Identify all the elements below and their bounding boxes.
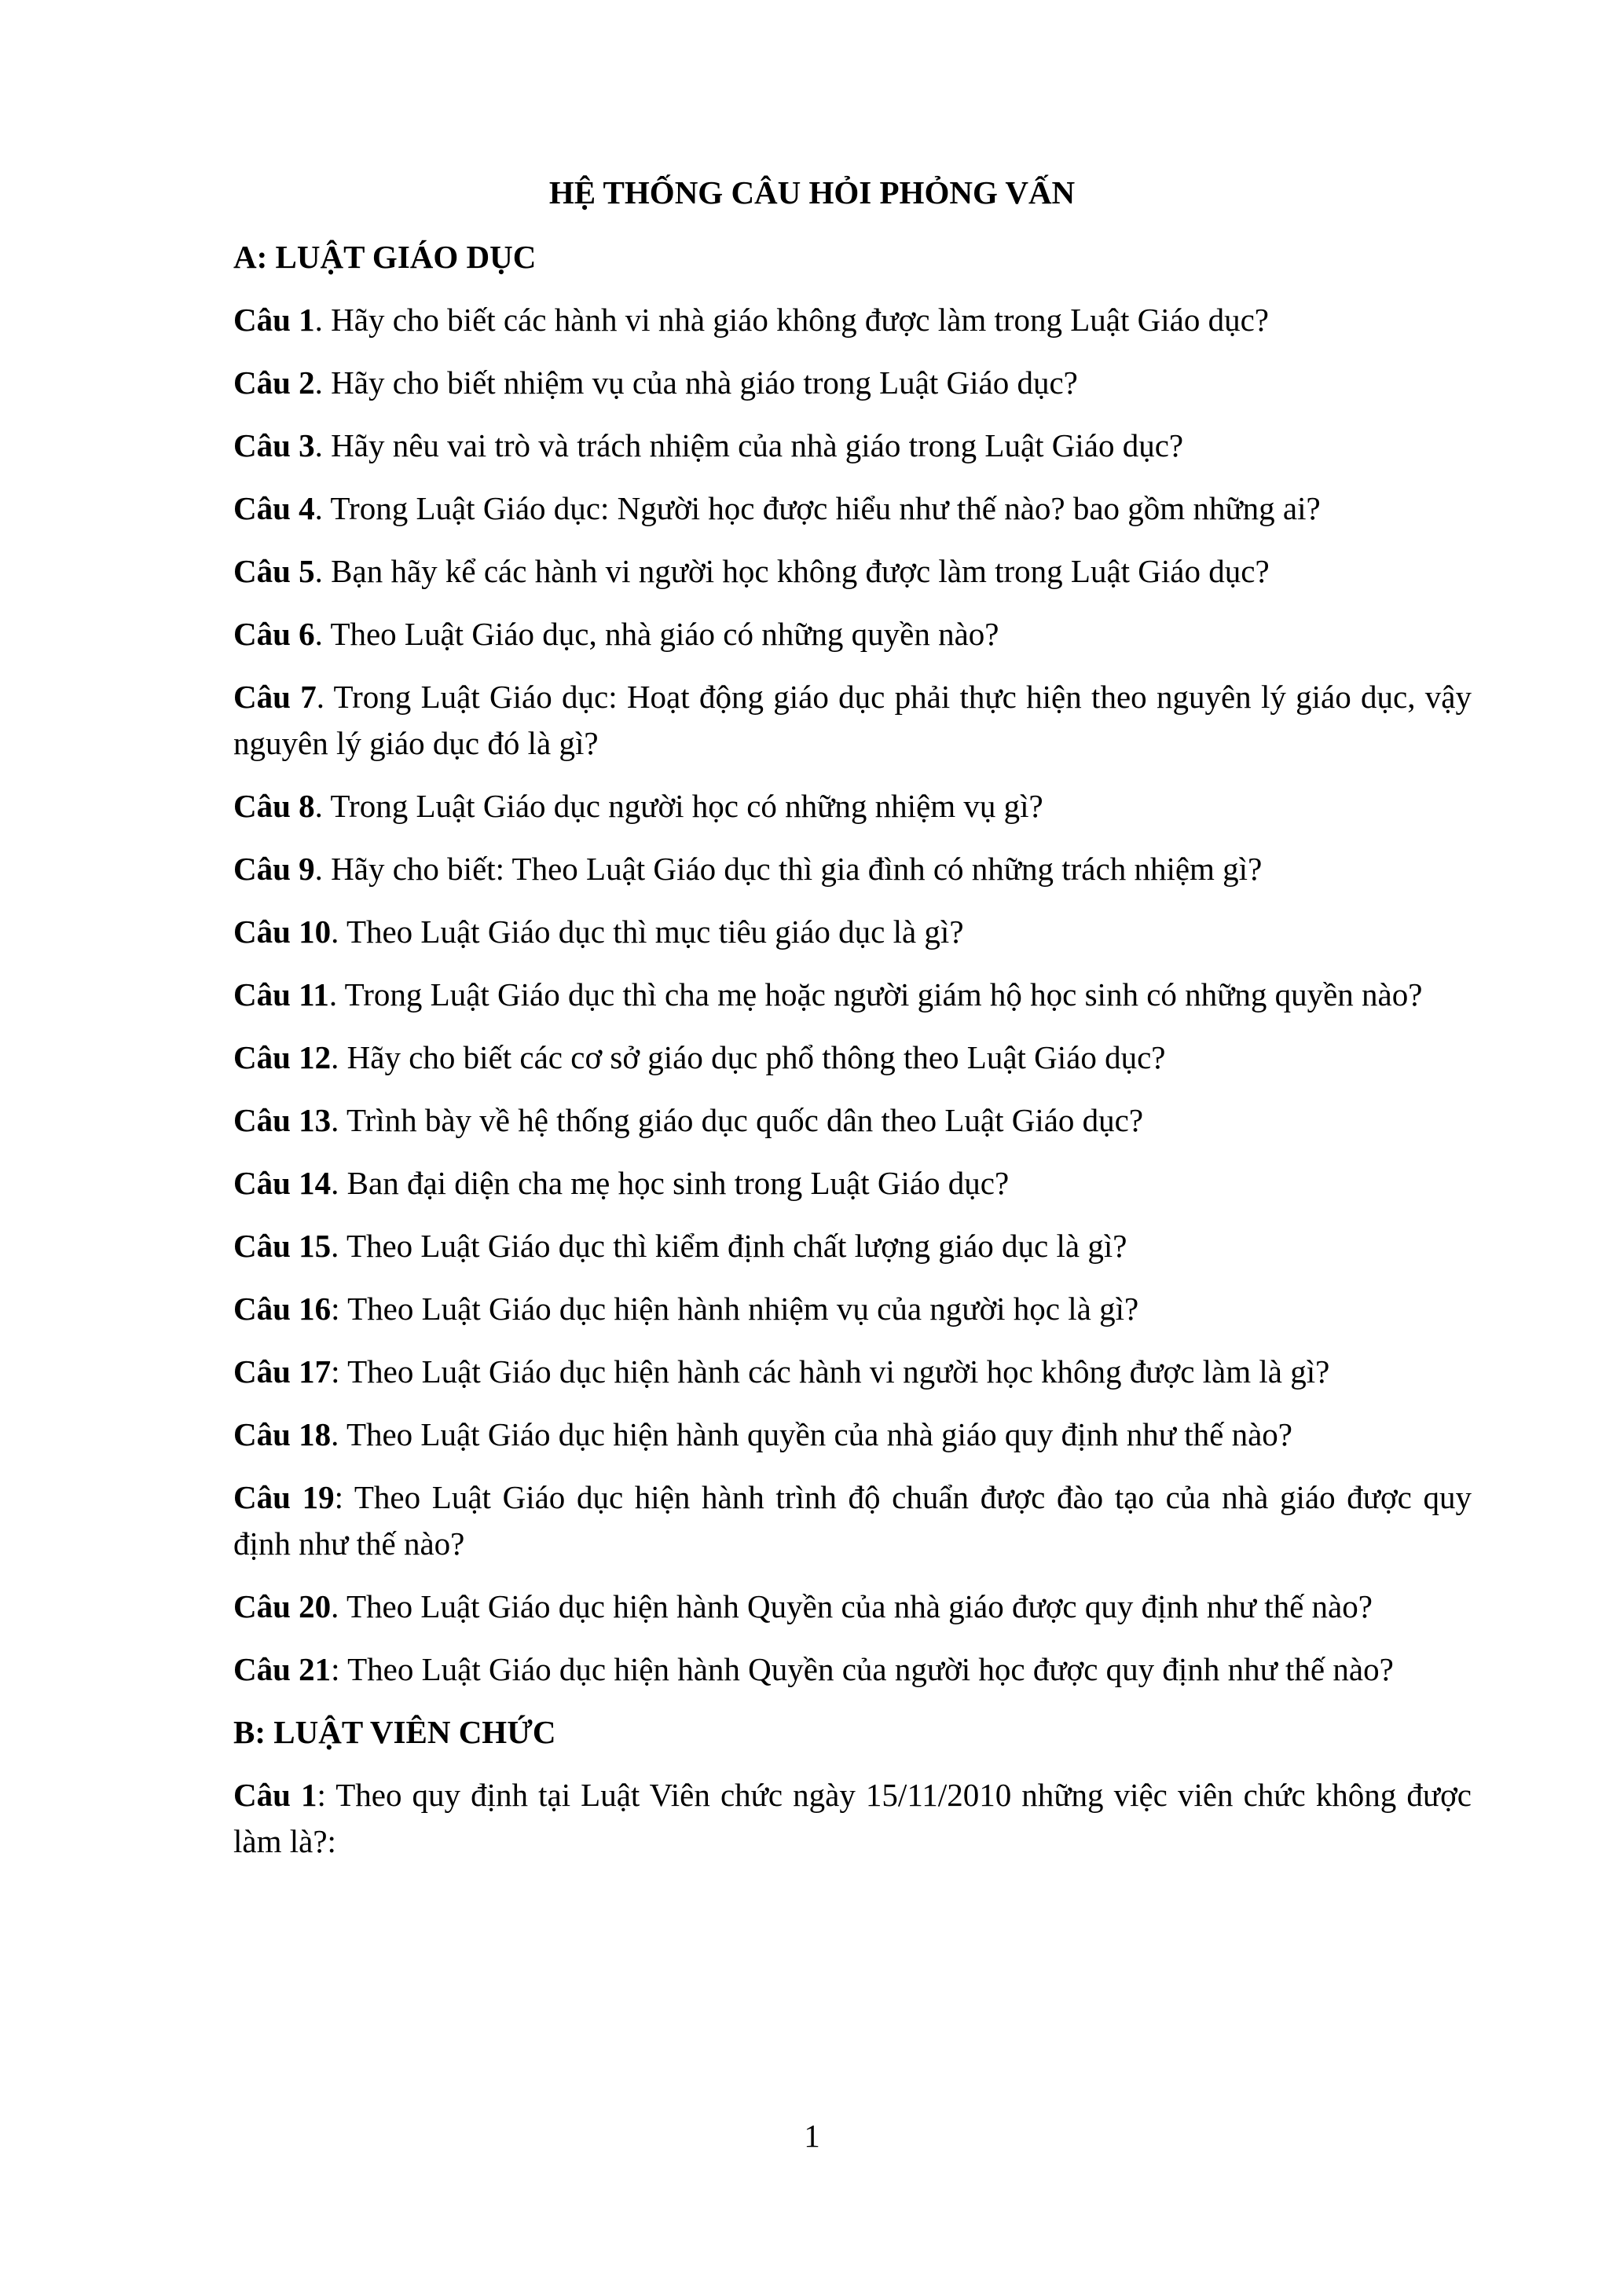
question-separator: . (314, 788, 331, 824)
question-separator: . (331, 914, 346, 950)
question-item (233, 423, 1472, 469)
question-separator: : (334, 1479, 354, 1515)
question-text: Trong Luật Giáo dục: Hoạt động giáo dục phải thực hiện theo nguyên lý giáo dục, vậy nguyên lý giáo dục đó là gì? (233, 679, 1472, 761)
question-separator: . (316, 679, 334, 715)
question-item (233, 1772, 1472, 1865)
question-item (233, 297, 1472, 343)
question-label: Câu 14 (233, 1165, 332, 1201)
question-label: Câu 9 (233, 851, 315, 887)
question-label: Câu 20 (233, 1588, 332, 1624)
question-separator: . (314, 302, 332, 338)
question-text: Ban đại diện cha mẹ học sinh trong Luật Giáo dục? (346, 1165, 1010, 1201)
question-text: Theo Luật Giáo dục hiện hành Quyền của nhà giáo được quy định như thế nào? (346, 1588, 1373, 1624)
question-item (233, 1160, 1472, 1207)
question-item (233, 485, 1472, 532)
question-label: Câu 6 (233, 616, 315, 652)
question-text: Theo Luật Giáo dục hiện hành các hành vi người học không được làm là gì? (347, 1353, 1330, 1390)
question-text: Hãy cho biết: Theo Luật Giáo dục thì gia đình có những trách nhiệm gì? (331, 851, 1263, 887)
question-item (233, 846, 1472, 892)
question-text: Theo Luật Giáo dục thì kiểm định chất lượng giáo dục là gì? (346, 1228, 1127, 1264)
question-item (233, 909, 1472, 955)
section-heading: B: LUẬT VIÊN CHỨC (233, 1714, 556, 1750)
question-item (233, 1223, 1472, 1269)
question-text: Hãy cho biết các hành vi nhà giáo không được làm trong Luật Giáo dục? (331, 302, 1269, 338)
question-item (233, 1286, 1472, 1332)
question-item (233, 1412, 1472, 1458)
question-label: Câu 1 (233, 302, 315, 338)
question-separator: : (331, 1353, 348, 1390)
question-item (233, 674, 1472, 767)
question-text: Trình bày về hệ thống giáo dục quốc dân theo Luật Giáo dục? (346, 1102, 1144, 1138)
question-item (233, 611, 1472, 657)
question-item (233, 1349, 1472, 1395)
document-title: HỆ THỐNG CÂU HỎI PHỎNG VẤN (548, 174, 1076, 211)
question-label: Câu 10 (233, 914, 332, 950)
question-label: Câu 15 (233, 1228, 332, 1264)
question-text: Theo Luật Giáo dục thì mục tiêu giáo dục là gì? (346, 914, 964, 950)
question-item (233, 1474, 1472, 1567)
question-text: Theo Luật Giáo dục, nhà giáo có những quyền nào? (330, 616, 999, 652)
question-separator: . (314, 851, 332, 887)
question-item (233, 972, 1472, 1018)
question-text: Theo quy định tại Luật Viên chức ngày 15/11/2010 những việc viên chức không được làm là?: (233, 1777, 1472, 1859)
page-number: 1 (804, 2118, 820, 2154)
question-label: Câu 11 (233, 976, 329, 1013)
question-separator: : (317, 1777, 336, 1813)
question-text: Hãy nêu vai trò và trách nhiệm của nhà giáo trong Luật Giáo dục? (331, 427, 1184, 463)
question-separator: . (314, 553, 332, 589)
question-separator: . (314, 427, 332, 463)
question-separator: : (331, 1651, 348, 1687)
question-label: Câu 1 (233, 1777, 317, 1813)
section-b (233, 1709, 1472, 1865)
question-separator: . (328, 976, 345, 1013)
question-item (233, 1034, 1472, 1081)
question-item (233, 1584, 1472, 1630)
question-label: Câu 8 (233, 788, 315, 824)
question-text: Theo Luật Giáo dục hiện hành quyền của nhà giáo quy định như thế nào? (346, 1416, 1292, 1452)
question-text: Trong Luật Giáo dục: Người học được hiểu như thế nào? bao gồm những ai? (330, 490, 1321, 526)
question-separator: . (331, 1165, 347, 1201)
question-separator: . (331, 1039, 347, 1075)
question-label: Câu 2 (233, 364, 315, 401)
question-text: Bạn hãy kể các hành vi người học không được làm trong Luật Giáo dục? (331, 553, 1270, 589)
question-item (233, 1097, 1472, 1144)
question-label: Câu 19 (233, 1479, 335, 1515)
question-text: Hãy cho biết nhiệm vụ của nhà giáo trong Luật Giáo dục? (331, 364, 1078, 401)
question-separator: . (331, 1228, 346, 1264)
question-separator: . (331, 1416, 346, 1452)
question-text: Trong Luật Giáo dục người học có những nhiệm vụ gì? (330, 788, 1043, 824)
question-separator: . (331, 1102, 346, 1138)
question-label: Câu 21 (233, 1651, 332, 1687)
section-heading: A: LUẬT GIÁO DỤC (233, 239, 537, 275)
question-list (233, 297, 1472, 1693)
question-text: Theo Luật Giáo dục hiện hành Quyền của người học được quy định như thế nào? (347, 1651, 1394, 1687)
question-separator: : (331, 1291, 348, 1327)
question-label: Câu 17 (233, 1353, 332, 1390)
question-item (233, 783, 1472, 829)
question-label: Câu 13 (233, 1102, 332, 1138)
question-item (233, 548, 1472, 595)
question-separator: . (331, 1588, 346, 1624)
question-separator: . (314, 616, 331, 652)
question-text: Theo Luật Giáo dục hiện hành nhiệm vụ của người học là gì? (347, 1291, 1139, 1327)
question-item (233, 360, 1472, 406)
question-label: Câu 16 (233, 1291, 332, 1327)
question-label: Câu 5 (233, 553, 315, 589)
section-a (233, 234, 1472, 1693)
question-separator: . (314, 490, 331, 526)
question-text: Hãy cho biết các cơ sở giáo dục phổ thông theo Luật Giáo dục? (346, 1039, 1166, 1075)
question-separator: . (314, 364, 332, 401)
question-list (233, 1772, 1472, 1865)
question-text: Theo Luật Giáo dục hiện hành trình độ chuẩn được đào tạo của nhà giáo được quy định như thế nào? (233, 1479, 1472, 1562)
question-label: Câu 4 (233, 490, 315, 526)
question-label: Câu 18 (233, 1416, 332, 1452)
document-body (233, 234, 1472, 1881)
question-item (233, 1646, 1472, 1693)
question-label: Câu 7 (233, 679, 317, 715)
question-label: Câu 12 (233, 1039, 332, 1075)
question-label: Câu 3 (233, 427, 315, 463)
question-text: Trong Luật Giáo dục thì cha mẹ hoặc người giám hộ học sinh có những quyền nào? (344, 976, 1423, 1013)
